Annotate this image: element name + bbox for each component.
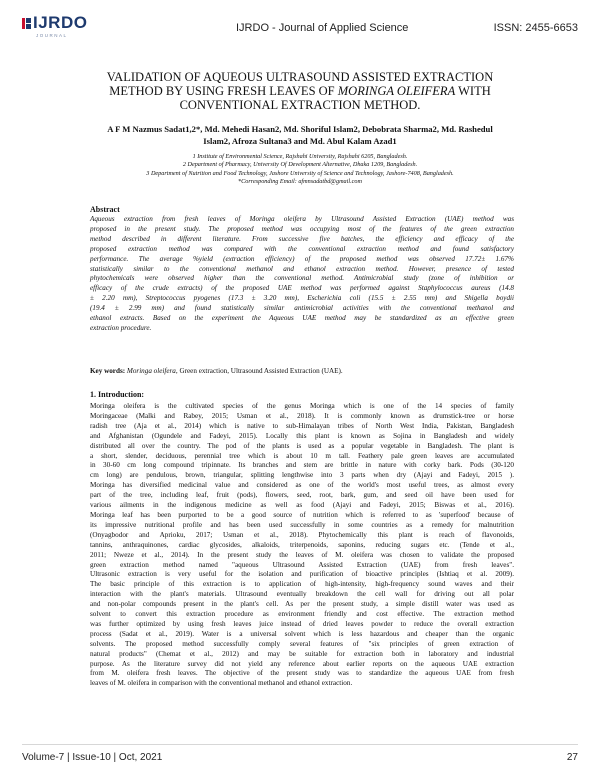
body-line: and non-polar compounds present in the plant's cell. As per the present study, a simple distill water was used as (90, 600, 514, 609)
body-line: solvent to convert this extraction procedure as environment friendly and cost effective. The extraction method (90, 610, 514, 619)
affiliations (50, 153, 550, 186)
logo-subtext: JOURNAL (36, 33, 68, 38)
introduction-body (90, 402, 514, 689)
abstract-heading: Abstract (90, 205, 120, 214)
body-line: Moringa has diversified medicinal value and considered as one of the world's most useful trees, as almost every (90, 481, 514, 490)
abstract-line: statistically similar to the conventional methanol and ethanol extraction method. However, presence of tested (90, 264, 514, 273)
author-line-2: Islam2, Afroza Sultana3 and Md. Abul Kalam Azad1 (203, 136, 397, 146)
body-line: Ultrasonic extraction is very useful for the isolation and purification of bioactive principles (Ishtiaq et al. 2009). (90, 570, 514, 579)
body-line: interaction with the plant's materials. Ultrasound eventually breakdown the cell wall for driving out all polar (90, 590, 514, 599)
body-line: from M. oleifera fresh leaves. The objective of the present study was to standardize the aqueous UAE from fresh (90, 669, 514, 678)
body-line: leaves of M. oleifera in comparison with the conventional methanol and ethanol extraction. (90, 679, 353, 688)
body-line: tannins, anthraquinones, cardiac glycosides, alkaloids, triterpenoids, saponins, reducing sugars etc. (Tende et al., (90, 540, 514, 549)
page-header (22, 14, 578, 44)
body-line: purpose. As the literature survey did not yield any reference about earlier reports on the aqueous UAE extraction (90, 659, 514, 668)
volume-issue: Volume-7 | Issue-10 | Oct, 2021 (22, 752, 163, 763)
body-line: natural products" (Chemat et al., 2012) and may be suitable for extraction both in laboratory and industrial (90, 649, 514, 658)
title-line-1: VALIDATION OF AQUEOUS ULTRASOUND ASSISTED EXTRACTION (106, 70, 494, 84)
body-line: part of the tree, including leaf, fruit (pods), flowers, seed, root, bark, gum, and seed oil have been used for (90, 491, 514, 500)
corresponding-email: *Corresponding Email: afmnsadatbd@gmail.com (238, 177, 362, 185)
body-line: and Afghanistan (Ogundele and Fadeyi, 2015). Locally this plant is known as Sojina in Bangladesh and widely (90, 431, 514, 440)
introduction-heading: 1. Introduction: (90, 390, 145, 399)
keywords: Key words: Moringa oleifera, Green extraction, Ultrasound Assisted Extraction (UAE). (90, 367, 343, 375)
body-line: a short, slender, deciduous, perennial tree which is about 10 m tall. Feathery pale green leaves are accumulated (90, 451, 514, 460)
body-line: 2011; Nweze et al., 2014). In the present study the leaves of M. oleifera was chosen to validate the proposed (90, 550, 514, 559)
abstract-line: proposed extraction method was compared with the conventional extraction method and found satisfactory (90, 244, 514, 253)
journal-logo (22, 14, 87, 32)
affiliation-2: 2 Department of Pharmacy, University Of Development Alternative, Dhaka 1209, Bangladesh. (182, 161, 418, 169)
body-line: radish tree (Aja et al., 2014) which is native to sub-Himalayan tribes of North West India, Pakistan, Bangladesh (90, 421, 514, 430)
body-line: solvents. The proposed method successfully comply several features of "six principles of green extraction of (90, 639, 514, 648)
abstract-body (90, 215, 514, 334)
abstract-line: method described in different literature. From successive five batches, the efficiency and efficacy of the (90, 234, 514, 243)
paper-title (60, 70, 540, 112)
logo-mark-icon (22, 18, 31, 29)
abstract-line: efficacy of the crude extracts) of the proposed UAE method was performed against Staphylococcus aureus (14.8 (90, 284, 514, 293)
logo-text: IJRDO (33, 13, 88, 32)
abstract-line: performance. The average %yield (extraction efficiency) of the proposed method was observed 17.72± 1.67% (90, 254, 514, 263)
body-line: cm long) are pendulous, brown, triangular, splitting lengthwise into 3 parts when dry (Ajayi and Fadeyi, 2015 ). (90, 471, 514, 480)
body-line: The basic principle of this extraction is to application of high-intensity, high-frequency sound waves and their (90, 580, 514, 589)
body-line: Moringaceae (Malki and Rabey, 2015; Usman et al., 2018). It is commonly known as drumstick-tree or horse (90, 411, 514, 420)
abstract-line: Aqueous extraction from fresh leaves of Moringa oleifera by Ultrasound Assisted Extraction (UAE) method was (90, 215, 514, 223)
body-line: in 30-60 cm long compound tripinnate. Its branches and stem are brittle in nature with corky bark. Pods (30-120 (90, 461, 514, 470)
body-line: was further optimized by using fresh leaves juice instead of dried leaves powder to reduce the overall extraction (90, 619, 514, 628)
body-line: its impressive nutritional profile and has been used successfully in some countries as a remedy for malnutrition (90, 520, 514, 529)
abstract-line: extraction procedure. (90, 323, 152, 332)
body-line: Moringa leaf has been purported to be a good source of nutrition which is referred to as 'superfood' because of (90, 510, 514, 519)
abstract-line: phytochemicals were observed higher than the conventional method. Antimicrobial study (zone of inhibition or (90, 274, 514, 283)
body-line: distributed all over the country. The pod of the plants is used as a popular vegetable in Bangladesh. The plant is (90, 441, 514, 450)
footer-rule (22, 744, 578, 745)
author-line-1: A F M Nazmus Sadat1,2*, Md. Mehedi Hasan2, Md. Shoriful Islam2, Debobrata Sharma2, Md. Rashedul (107, 124, 493, 134)
title-line-2: METHOD BY USING FRESH LEAVES OF MORINGA OLEIFERA WITH (109, 84, 491, 98)
body-line: green extraction method named "aqueous Ultrasound Assisted Extraction (UAE) from fresh leaves". (90, 560, 514, 569)
abstract-line: proposed in the present study. The proposed method was occupying most of the features of the green extraction (90, 224, 514, 233)
affiliation-3: 3 Department of Nutrition and Food Technology, Jashore University of Science and Technology, Jashore-7408, Bangladesh. (146, 169, 454, 177)
body-line: Moringa oleifera is the cultivated species of the genus Moringa which is one of the 14 species of family (90, 402, 514, 410)
author-list (62, 123, 538, 147)
body-line: various ailments in the indigenous medicine as well as food (Ajayi and Fadeyi, 2015; Biswas et al., 2016). (90, 501, 514, 510)
affiliation-1: 1 Institute of Environmental Science, Rajshahi University, Rajshahi 6205, Bangladesh. (192, 153, 408, 160)
body-line: process (Sadat et al., 2019). Water is a universal solvent which is less hazardous and cheaper than the organic (90, 629, 514, 638)
issn: ISSN: 2455-6653 (493, 22, 578, 34)
body-line: (Onyagbodor and Aprioku, 2017; Usman et al., 2018). Phytochemically this plant is reach of flavonoids, (90, 530, 514, 539)
abstract-line: (19.4 ± 2.99 mm) and found statistically similar antimicrobial activities with the conventional methanol and (90, 304, 514, 313)
journal-name: IJRDO - Journal of Applied Science (236, 22, 409, 34)
abstract-line: ± 2.20 mm), Streptococcus pyogenes (17.3 ± 3.20 mm), Escherichia coli (15.5 ± 2.55 mm) and Shigella boydii (90, 294, 514, 303)
title-line-3: CONVENTIONAL EXTRACTION METHOD. (179, 98, 421, 112)
abstract-line: ethanol extracts. Based on the experiment the Aqueous UAE method may be standardized as an effective green (90, 314, 514, 323)
page-number: 27 (566, 752, 578, 763)
